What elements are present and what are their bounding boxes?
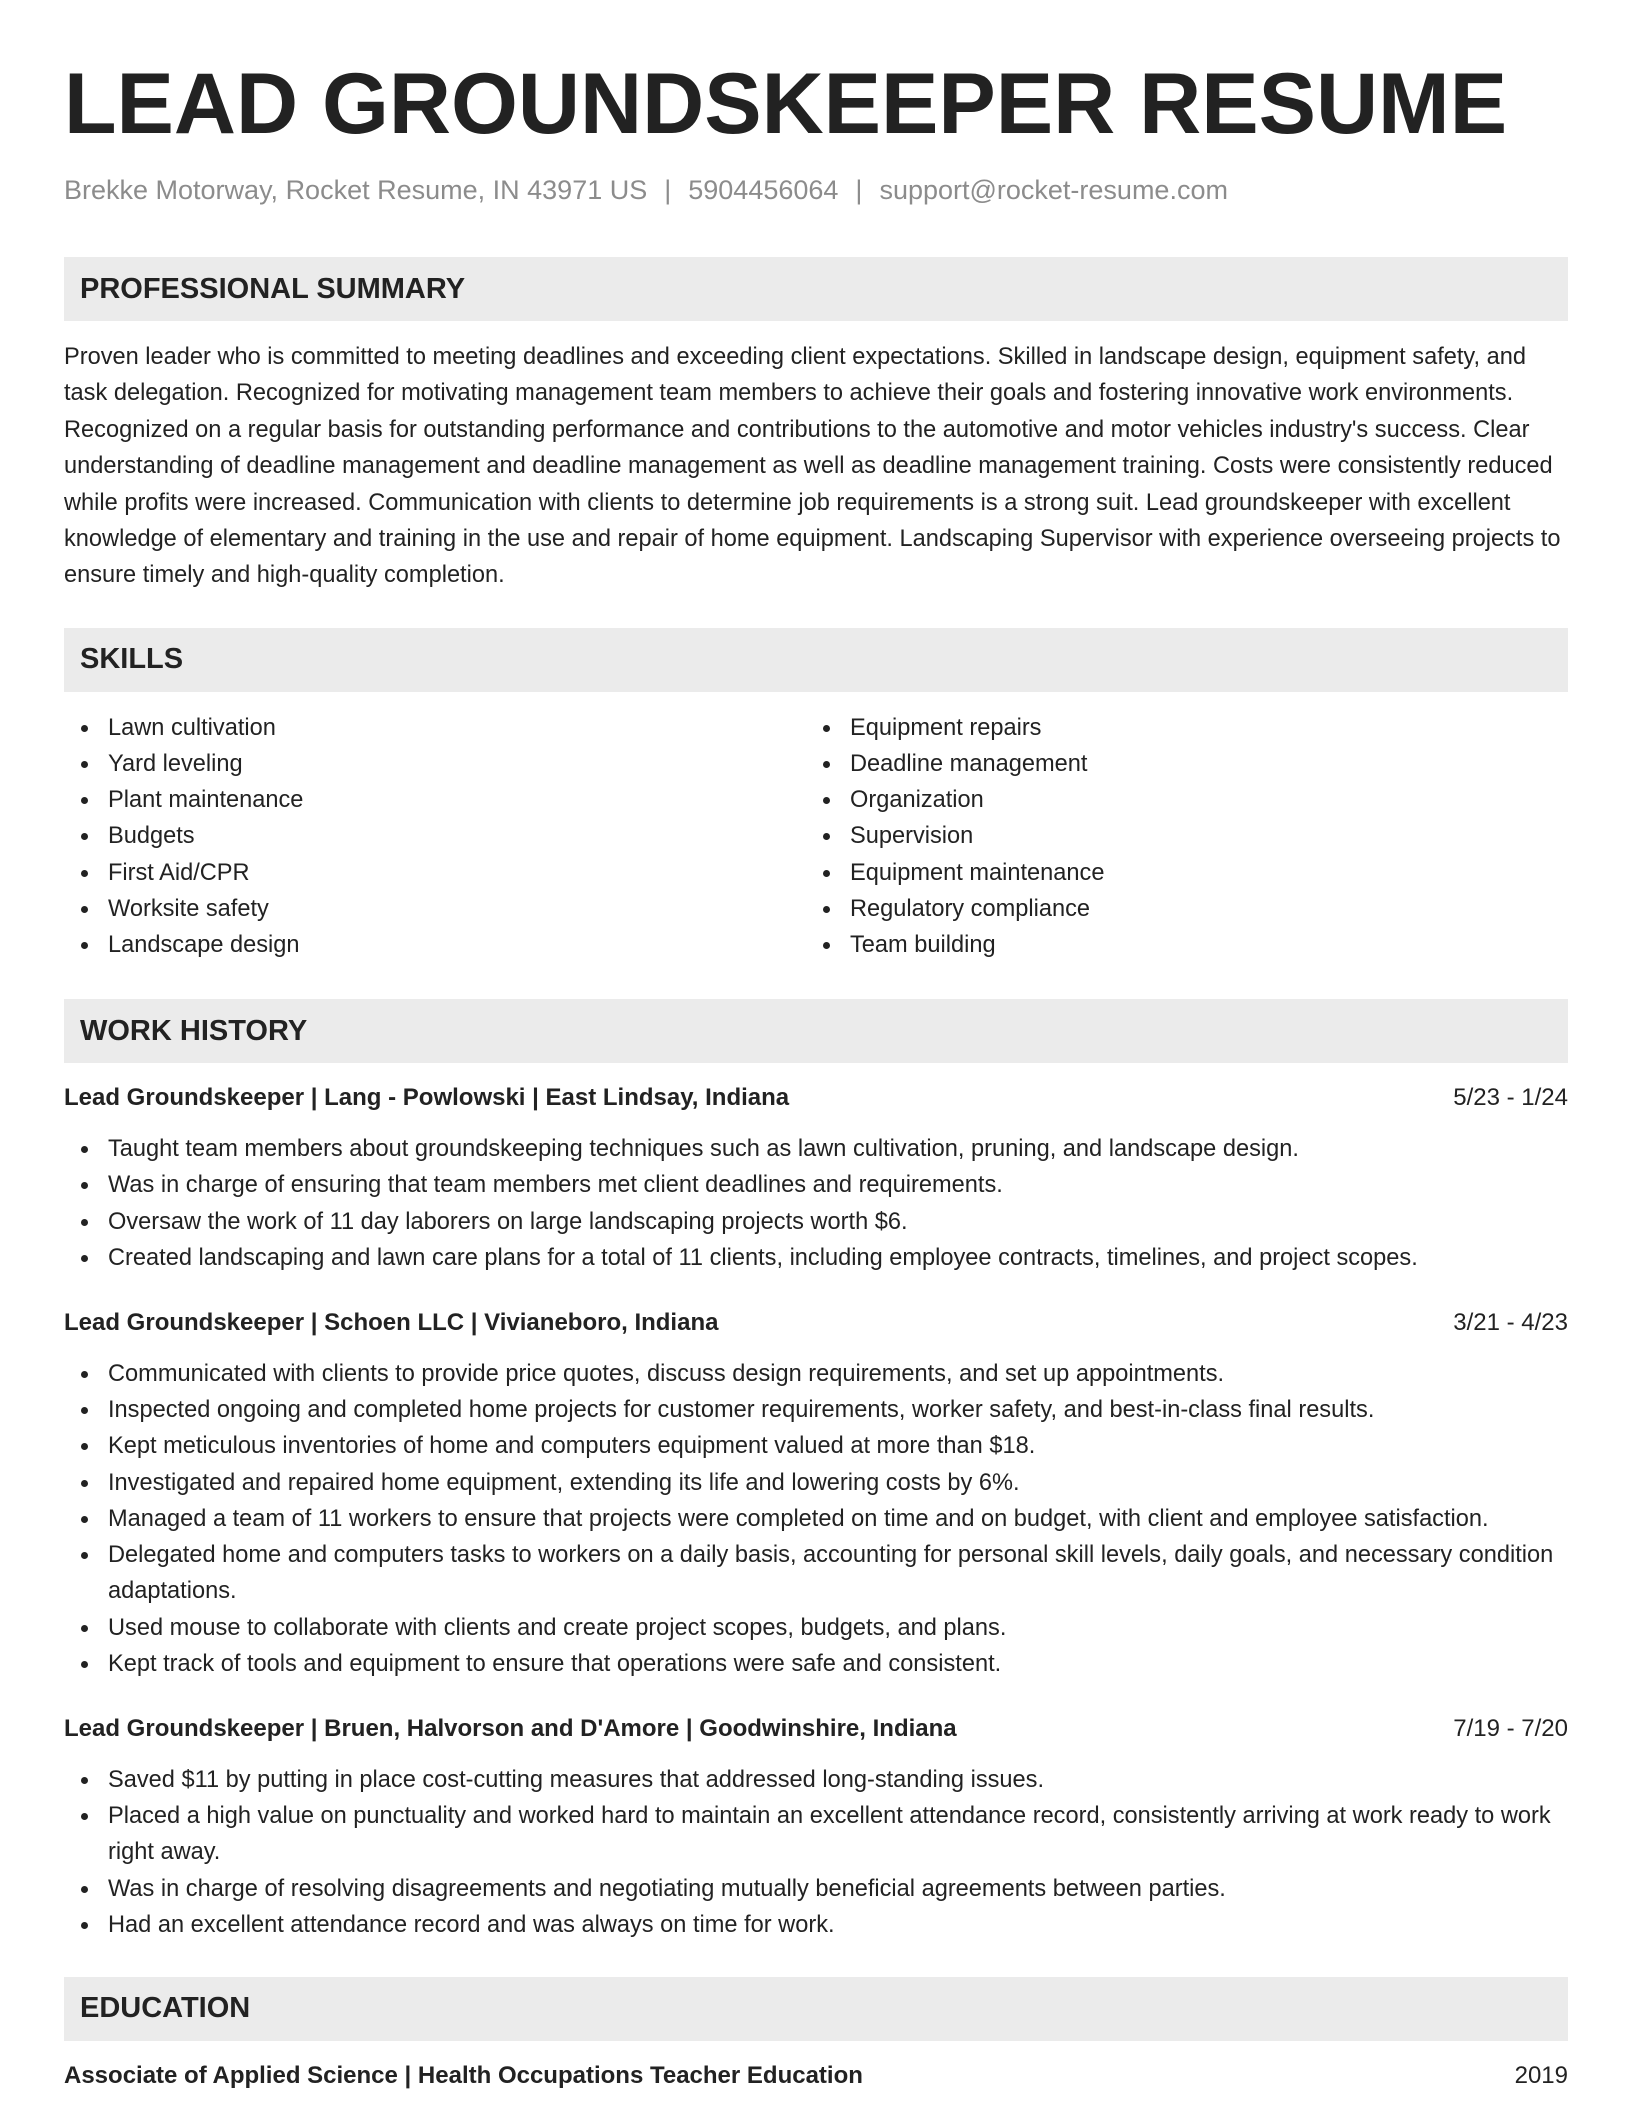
education-heading: EDUCATION — [64, 1977, 1568, 2041]
job-header — [64, 1712, 1568, 1746]
job-entry — [64, 1306, 1568, 1682]
skills-list — [64, 710, 1568, 963]
job-bullet: Was in charge of ensuring that team members met client deadlines and requirements. — [64, 1167, 1568, 1203]
job-bullet: Saved $11 by putting in place cost-cutting measures that addressed long-standing issues. — [64, 1762, 1568, 1798]
education-dates: 2019 — [1514, 2061, 1568, 2089]
skill-item: Lawn cultivation — [64, 710, 806, 746]
job-bullet: Delegated home and computers tasks to workers on a daily basis, accounting for personal skill levels, daily goals, and necessary condition adaptations. — [64, 1537, 1568, 1609]
skill-item: First Aid/CPR — [64, 855, 806, 891]
skill-item: Budgets — [64, 818, 806, 854]
job-bullet: Managed a team of 11 workers to ensure that projects were completed on time and on budget, with client and employee satisfaction. — [64, 1501, 1568, 1537]
job-header — [64, 1081, 1568, 1115]
education-entry — [64, 2059, 1568, 2093]
job-bullet: Created landscaping and lawn care plans for a total of 11 clients, including employee contracts, timelines, and project scopes. — [64, 1240, 1568, 1276]
skill-item: Regulatory compliance — [806, 891, 1548, 927]
skill-item: Plant maintenance — [64, 782, 806, 818]
skill-item: Deadline management — [806, 746, 1548, 782]
job-title: Lead Groundskeeper | Lang - Powlowski | East Lindsay, Indiana — [64, 1084, 790, 1112]
contact-address: Brekke Motorway, Rocket Resume, IN 43971 US — [64, 175, 648, 205]
job-title: Lead Groundskeeper | Schoen LLC | Vivianeboro, Indiana — [64, 1309, 719, 1337]
job-bullet: Was in charge of resolving disagreements and negotiating mutually beneficial agreements between parties. — [64, 1871, 1568, 1907]
skill-item: Worksite safety — [64, 891, 806, 927]
job-title: Lead Groundskeeper | Bruen, Halvorson and D'Amore | Goodwinshire, Indiana — [64, 1714, 957, 1742]
skill-item: Landscape design — [64, 927, 806, 963]
job-header — [64, 1306, 1568, 1340]
job-entry — [64, 1712, 1568, 1943]
skill-item: Team building — [806, 927, 1548, 963]
job-bullet: Oversaw the work of 11 day laborers on large landscaping projects worth $6. — [64, 1204, 1568, 1240]
job-bullet: Had an excellent attendance record and was always on time for work. — [64, 1907, 1568, 1943]
degree-title: Associate of Applied Science | Health Occupations Teacher Education — [64, 2061, 863, 2089]
contact-email: support@rocket-resume.com — [879, 175, 1228, 205]
contact-separator: | — [664, 175, 672, 205]
skill-item: Equipment maintenance — [806, 855, 1548, 891]
job-bullet: Kept meticulous inventories of home and computers equipment valued at more than $18. — [64, 1428, 1568, 1464]
job-bullet: Used mouse to collaborate with clients and create project scopes, budgets, and plans. — [64, 1610, 1568, 1646]
contact-separator: | — [855, 175, 863, 205]
skill-item: Supervision — [806, 818, 1548, 854]
summary-text: Proven leader who is committed to meeting deadlines and exceeding client expectations. Skilled in landscape design, equipment safety, and task delegation. Recognized for motivating management team members to achieve their goals and fostering innovative work environments. Recognized on a regular basis for outstanding performance and contributions to the automotive and motor vehicles industry's success. Clear understanding of deadline management and deadline management as well as deadline management training. Costs were consistently reduced while profits were increased. Communication with clients to determine job requirements is a strong suit. Lead groundskeeper with excellent knowledge of elementary and training in the use and repair of home equipment. Landscaping Supervisor with experience overseeing projects to ensure timely and high-quality completion. — [64, 344, 1561, 589]
job-bullets — [64, 1762, 1568, 1943]
summary-heading: PROFESSIONAL SUMMARY — [64, 257, 1568, 321]
job-bullets — [64, 1131, 1568, 1276]
job-bullet: Placed a high value on punctuality and worked hard to maintain an excellent attendance record, consistently arriving at work ready to work right away. — [64, 1798, 1568, 1870]
job-entry — [64, 1081, 1568, 1276]
skills-heading: SKILLS — [64, 628, 1568, 692]
job-dates: 5/23 - 1/24 — [1453, 1084, 1568, 1112]
job-bullet: Taught team members about groundskeeping techniques such as lawn cultivation, pruning, and landscape design. — [64, 1131, 1568, 1167]
job-dates: 7/19 - 7/20 — [1453, 1714, 1568, 1742]
contact-phone: 5904456064 — [688, 175, 839, 205]
job-dates: 3/21 - 4/23 — [1453, 1309, 1568, 1337]
skill-item: Organization — [806, 782, 1548, 818]
job-bullet: Investigated and repaired home equipment, extending its life and lowering costs by 6%. — [64, 1465, 1568, 1501]
skills-column-right — [806, 710, 1548, 963]
contact-line — [64, 174, 1568, 206]
resume-title: LEAD GROUNDSKEEPER RESUME — [64, 56, 1508, 152]
job-bullet: Inspected ongoing and completed home projects for customer requirements, worker safety, and best-in-class final results. — [64, 1392, 1568, 1428]
education-header — [64, 2059, 1568, 2093]
job-bullets — [64, 1356, 1568, 1682]
work-history-heading: WORK HISTORY — [64, 999, 1568, 1063]
skill-item: Yard leveling — [64, 746, 806, 782]
skill-item: Equipment repairs — [806, 710, 1548, 746]
skills-column-left — [64, 710, 806, 963]
job-bullet: Kept track of tools and equipment to ensure that operations were safe and consistent. — [64, 1646, 1568, 1682]
job-bullet: Communicated with clients to provide price quotes, discuss design requirements, and set up appointments. — [64, 1356, 1568, 1392]
